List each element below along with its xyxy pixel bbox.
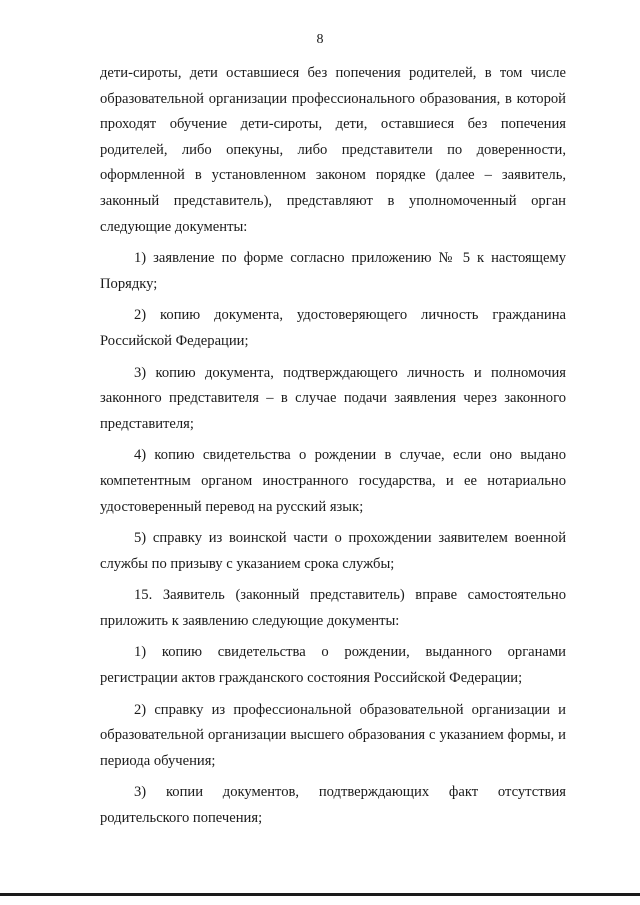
list-item-identity-document: 2) копию документа, удостоверяющего личность гражданина Российской Федерации; <box>100 307 566 349</box>
list-item-parental-care-documents: 3) копии документов, подтверждающих факт отсутствия родительского попечения; <box>100 784 566 827</box>
bottom-rule <box>0 893 640 896</box>
document-body <box>100 61 566 838</box>
paragraph-continuation: дети-сироты, дети оставшиеся без попечения родителей, в том числе образовательной организации профессионального образования, в которой проходят обучение дети-сироты, дети, оставшиеся без попечения родителей, либо опекуны, либо представители по доверенности, оформленной в установленном законом порядке (далее – заявитель, законный представитель), представляют в уполномоченный орган следующие документы: <box>100 65 566 235</box>
list-item-birth-certificate-foreign: 4) копию свидетельства о рождении в случае, если оно выдано компетентным органом иностранного государства, и ее нотариально удостоверенный перевод на русский язык; <box>100 447 566 515</box>
page-number: 8 <box>316 32 324 47</box>
list-item-birth-certificate: 1) копию свидетельства о рождении, выданного органами регистрации актов гражданского состояния Российской Федерации; <box>100 644 566 687</box>
list-item-application: 1) заявление по форме согласно приложению № 5 к настоящему Порядку; <box>100 250 566 292</box>
list-item-representative-document: 3) копию документа, подтверждающего личность и полномочия законного представителя – в случае подачи заявления через законного представителя; <box>100 364 566 432</box>
list-item-military-certificate: 5) справку из воинской части о прохождении заявителем военной службы по призыву с указанием срока службы; <box>100 530 566 572</box>
clause-15: 15. Заявитель (законный представитель) вправе самостоятельно приложить к заявлению следующие документы: <box>100 587 566 629</box>
list-item-study-certificate: 2) справку из профессиональной образовательной организации и образовательной организации высшего образования с указанием формы, и периода обучения; <box>100 701 566 769</box>
